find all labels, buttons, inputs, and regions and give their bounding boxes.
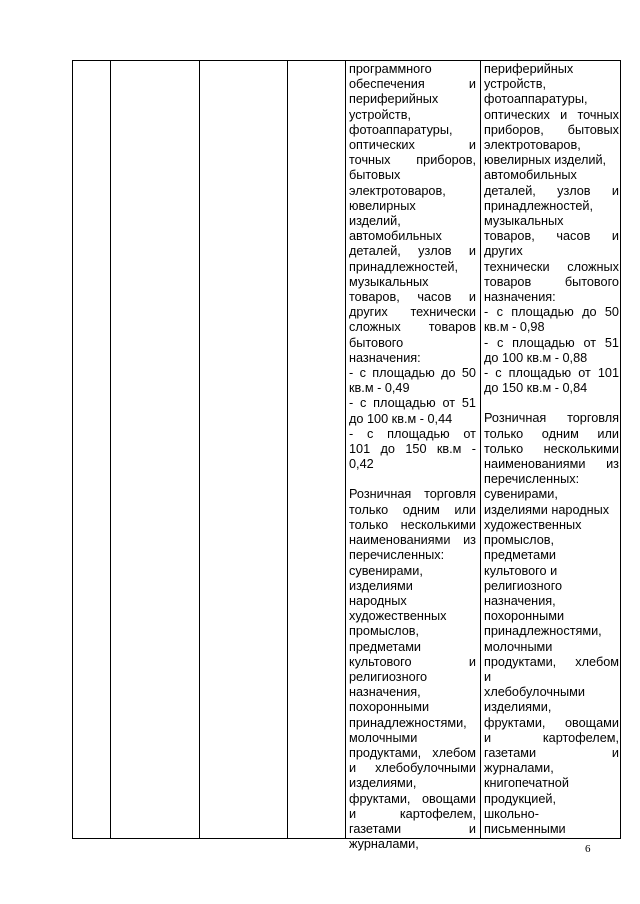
text-line: - с площадью от 51 — [484, 335, 619, 350]
text-line: сложных товаров — [349, 320, 476, 335]
text-line: кв.м - 0,49 — [349, 381, 410, 396]
text-line: художественных — [484, 517, 582, 532]
text-line: точных приборов, — [349, 153, 476, 168]
text-line: газетами и — [349, 821, 476, 836]
column-divider — [199, 61, 200, 838]
text-line: оптических и — [349, 138, 476, 153]
text-line: автомобильных — [484, 168, 577, 183]
text-line: сувенирами, — [484, 487, 558, 502]
column-divider — [110, 61, 111, 838]
text-line: книгопечатной — [484, 776, 569, 791]
text-line: и картофелем, — [349, 806, 476, 821]
text-line: изделиями, — [349, 776, 417, 791]
text-line: газетами и — [484, 745, 619, 760]
text-line: предметами — [484, 548, 556, 563]
column-divider — [345, 61, 346, 838]
text-line: изделий, — [349, 214, 401, 229]
text-line: журналами, — [484, 761, 554, 776]
text-line: товаров, часов и — [484, 229, 619, 244]
text-line: - с площадью от 51 — [349, 396, 476, 411]
text-line: технически сложных — [484, 259, 619, 274]
text-line: - с площадью до 50 — [349, 366, 476, 381]
text-line: предметами — [349, 639, 421, 654]
text-line: 0,42 — [349, 457, 374, 472]
text-line: изделиями, — [484, 700, 552, 715]
text-line: автомобильных — [349, 229, 442, 244]
text-line: других технически — [349, 305, 476, 320]
text-line: приборов, бытовых — [484, 122, 619, 137]
text-line: только несколькими — [484, 441, 619, 456]
text-line: молочными — [484, 639, 553, 654]
text-line: принадлежностями, — [349, 715, 467, 730]
text-line: перечисленных: — [484, 472, 580, 487]
text-line: деталей, узлов и — [484, 183, 619, 198]
text-line: только одним или — [349, 502, 476, 517]
text-line: культового и — [484, 563, 558, 578]
text-line: наименованиями из — [484, 457, 619, 472]
text-line: фотоаппаратуры, — [484, 92, 588, 107]
text-line: устройств, — [484, 77, 546, 92]
text-line: журналами, — [349, 837, 419, 852]
text-line: только одним или — [484, 426, 619, 441]
text-line: сувенирами, — [349, 563, 423, 578]
text-line: изделиями — [349, 578, 413, 593]
text-line: кв.м - 0,98 — [484, 320, 545, 335]
activity-description-cell — [349, 62, 476, 852]
text-line: изделиями народных — [484, 502, 610, 517]
text-line: продукцией, — [484, 791, 557, 806]
text-line: товаров бытового — [484, 274, 619, 289]
text-line: хлебобулочными — [484, 685, 585, 700]
text-line: письменными — [484, 821, 566, 836]
text-line: ювелирных — [349, 198, 416, 213]
text-line: перечисленных: — [349, 548, 445, 563]
column-divider — [480, 61, 481, 838]
text-line: назначения: — [484, 290, 556, 305]
text-line: культового и — [349, 654, 476, 669]
text-line: электротоваров, — [484, 138, 581, 153]
text-line: бытового — [349, 335, 404, 350]
text-line: Розничная торговля — [349, 487, 476, 502]
text-line: - с площадью от — [349, 426, 476, 441]
text-line: и хлебобулочными — [349, 761, 476, 776]
text-line: назначения, — [349, 685, 421, 700]
paragraph-spacer — [484, 396, 619, 411]
text-line: народных — [349, 593, 407, 608]
text-line: фруктами, овощами — [484, 715, 619, 730]
text-line: музыкальных — [484, 214, 564, 229]
text-line: товаров, часов и — [349, 290, 476, 305]
activity-coefficient-cell — [484, 62, 619, 837]
text-line: - с площадью до 50 — [484, 305, 619, 320]
text-line: промыслов, — [484, 533, 555, 548]
text-line: 101 до 150 кв.м - — [349, 442, 476, 457]
text-line: принадлежностей, — [349, 259, 459, 274]
text-line: музыкальных — [349, 274, 429, 289]
text-line: только несколькими — [349, 517, 476, 532]
text-line: фруктами, овощами — [349, 791, 476, 806]
text-line: похоронными — [484, 609, 565, 624]
text-line: оптических и точных — [484, 107, 619, 122]
text-line: принадлежностей, — [484, 198, 594, 213]
page-number: 6 — [585, 843, 591, 855]
text-line: электротоваров, — [349, 183, 446, 198]
text-line: похоронными — [349, 700, 430, 715]
paragraph-spacer — [349, 472, 476, 487]
text-line: до 100 кв.м - 0,44 — [349, 411, 453, 426]
text-line: и картофелем, — [484, 730, 619, 745]
text-line: назначения: — [349, 350, 421, 365]
text-line: деталей, узлов и — [349, 244, 476, 259]
text-line: периферийных — [349, 92, 439, 107]
column-divider — [287, 61, 288, 838]
text-line: программного — [349, 62, 432, 76]
text-line: молочными — [349, 730, 418, 745]
text-line: наименованиями из — [349, 533, 476, 548]
text-line: ювелирных изделий, — [484, 153, 607, 168]
text-line: до 100 кв.м - 0,88 — [484, 350, 588, 365]
text-line: до 150 кв.м - 0,84 — [484, 381, 588, 396]
text-line: других — [484, 244, 523, 259]
text-line: религиозного — [349, 669, 428, 684]
text-line: принадлежностями, — [484, 624, 602, 639]
text-line: продуктами, хлебом — [349, 745, 476, 760]
text-line: промыслов, — [349, 624, 420, 639]
text-line: назначения, — [484, 593, 556, 608]
text-line: - с площадью от 101 — [484, 366, 619, 381]
text-line: периферийных — [484, 62, 574, 76]
text-line: устройств, — [349, 107, 411, 122]
text-line: фотоаппаратуры, — [349, 122, 453, 137]
text-line: бытовых — [349, 168, 401, 183]
text-line: школьно- — [484, 806, 539, 821]
text-line: обеспечения и — [349, 77, 476, 92]
regulation-table — [72, 60, 621, 852]
text-line: художественных — [349, 609, 447, 624]
text-line: религиозного — [484, 578, 563, 593]
text-line: продуктами, хлебом — [484, 654, 619, 669]
text-line: и — [484, 669, 492, 684]
text-line: Розничная торговля — [484, 411, 619, 426]
